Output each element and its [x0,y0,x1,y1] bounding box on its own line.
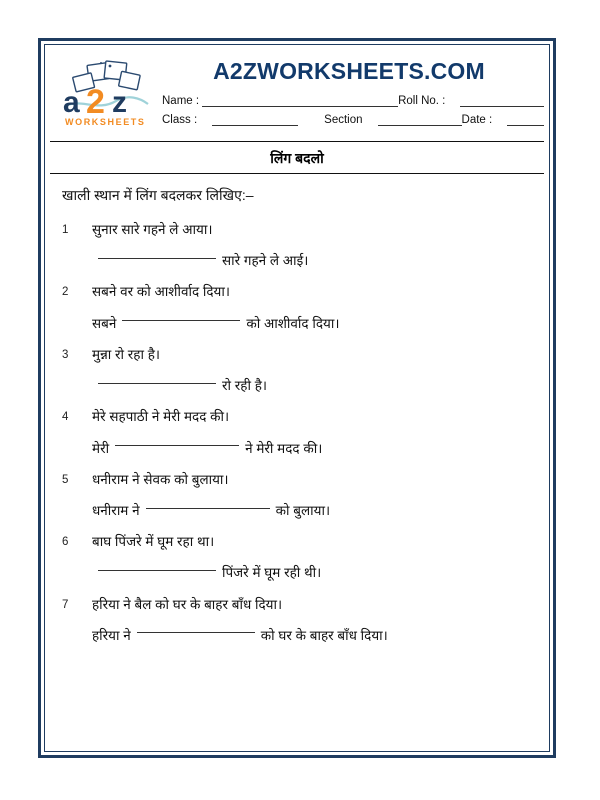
question-item [62,408,534,457]
question-number: 5 [62,473,69,486]
answer-blank[interactable] [115,445,239,446]
answer-line [92,564,534,582]
svg-text:z: z [112,86,127,119]
answer-post-text: पिंजरे में घूम रही थी। [222,565,322,581]
answer-blank[interactable] [137,632,255,633]
question-number: 1 [62,224,69,236]
question-body [92,408,534,457]
question-number: 6 [62,536,69,549]
section-label: Section [324,114,363,126]
answer-line [92,627,534,645]
page-border-outer [38,38,556,758]
question-item [62,533,534,582]
class-label: Class : [162,114,198,126]
answer-line [92,377,534,395]
question-sentence: धनीराम ने सेवक को बुलाया। [92,471,229,487]
question-number: 2 [62,286,69,299]
answer-pre-text: मेरी [92,440,110,456]
question-body [92,221,534,270]
answer-blank[interactable] [98,258,216,259]
student-info-fields [162,95,536,133]
svg-text:2: 2 [86,83,105,121]
answer-line [92,502,534,520]
field-row-class-section-date [162,114,536,126]
question-number: 3 [62,348,69,361]
question-body [92,533,534,582]
svg-text:WORKSHEETS: WORKSHEETS [65,117,146,127]
class-input[interactable] [212,114,298,126]
answer-line [92,252,534,270]
answer-post-text: सारे गहने ले आई। [222,253,309,269]
answer-post-text: को आशीर्वाद दिया। [246,315,340,331]
worksheet-title: लिंग बदलो [50,142,544,174]
question-body [92,346,534,395]
answer-line [92,315,534,333]
question-number: 7 [62,598,69,611]
answer-post-text: को घर के बाहर बाँध दिया। [260,627,388,643]
page-border-inner [44,44,550,752]
answer-blank[interactable] [122,320,240,321]
question-item [62,596,534,645]
question-sentence: मेरे सहपाठी ने मेरी मदद की। [92,409,230,425]
name-input[interactable] [202,95,398,107]
question-body [92,283,534,332]
brand-title: A2ZWORKSHEETS.COM [213,58,485,84]
name-label: Name : [162,95,200,107]
date-label: Date : [461,114,493,126]
roll-no-label: Roll No. : [398,95,446,107]
date-input[interactable] [507,114,544,126]
answer-blank[interactable] [146,508,270,509]
a2z-logo [58,60,154,130]
question-sentence: सबने वर को आशीर्वाद दिया। [92,284,230,300]
answer-pre-text: हरिया ने [92,627,131,643]
roll-no-input[interactable] [460,95,544,107]
question-item [62,283,534,332]
question-body [92,471,534,520]
answer-pre-text: धनीराम ने [92,502,140,518]
answer-pre-text: सबने [92,315,117,331]
question-item [62,221,534,270]
question-item [62,346,534,395]
answer-blank[interactable] [98,383,216,384]
answer-blank[interactable] [98,570,216,571]
a2z-logo-icon [58,60,154,130]
question-sentence: सुनार सारे गहने ले आया। [92,222,213,237]
worksheet-header [50,50,544,142]
question-sentence: मुन्ना रो रहा है। [92,346,161,362]
instruction-text: खाली स्थान में लिंग बदलकर लिखिए:– [62,187,254,203]
svg-text:a: a [63,86,80,119]
worksheet-body [50,174,544,645]
question-body [92,596,534,645]
question-item [62,471,534,520]
question-sentence: बाघ पिंजरे में घूम रहा था। [92,534,215,550]
question-number: 4 [62,411,69,424]
answer-line [92,440,534,458]
answer-post-text: रो रही है। [222,378,267,394]
question-sentence: हरिया ने बैल को घर के बाहर बाँध दिया। [92,596,283,612]
answer-post-text: ने मेरी मदद की। [245,440,323,456]
field-row-name-roll [162,95,536,107]
worksheet-sheet [50,50,544,746]
answer-post-text: को बुलाया। [275,502,331,518]
section-input[interactable] [378,114,462,126]
